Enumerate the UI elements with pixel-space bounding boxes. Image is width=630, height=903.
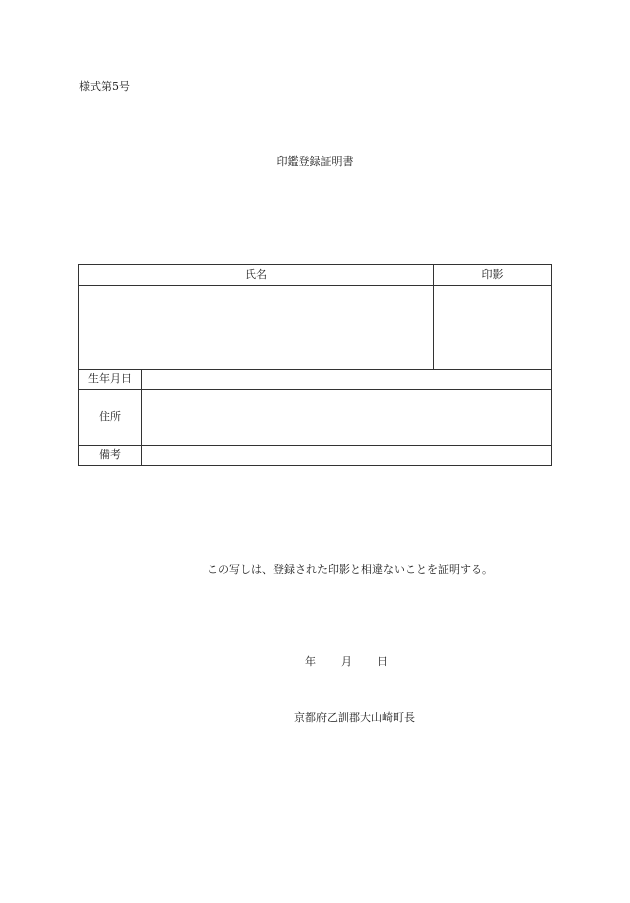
name-field — [79, 286, 433, 369]
birthdate-field — [142, 370, 551, 389]
remarks-label: 備考 — [99, 448, 121, 461]
document-title: 印鑑登録証明書 — [276, 155, 354, 168]
address-field — [142, 390, 551, 445]
birthdate-label: 生年月日 — [88, 372, 132, 385]
seal-header: 印影 — [481, 268, 504, 281]
certification-statement: この写しは、登録された印影と相違ないことを証明する。 — [207, 563, 493, 576]
issuer-name: 京都府乙訓郡大山崎町長 — [294, 711, 415, 724]
address-label: 住所 — [99, 410, 121, 423]
date-day-label: 日 — [377, 655, 388, 668]
date-month-label: 月 — [341, 655, 352, 668]
name-header: 氏名 — [245, 268, 267, 281]
form-number: 様式第5号 — [79, 80, 130, 93]
certificate-table — [78, 264, 552, 466]
date-year-label: 年 — [305, 655, 316, 668]
remarks-field — [142, 446, 551, 465]
seal-impression-field — [434, 286, 551, 369]
